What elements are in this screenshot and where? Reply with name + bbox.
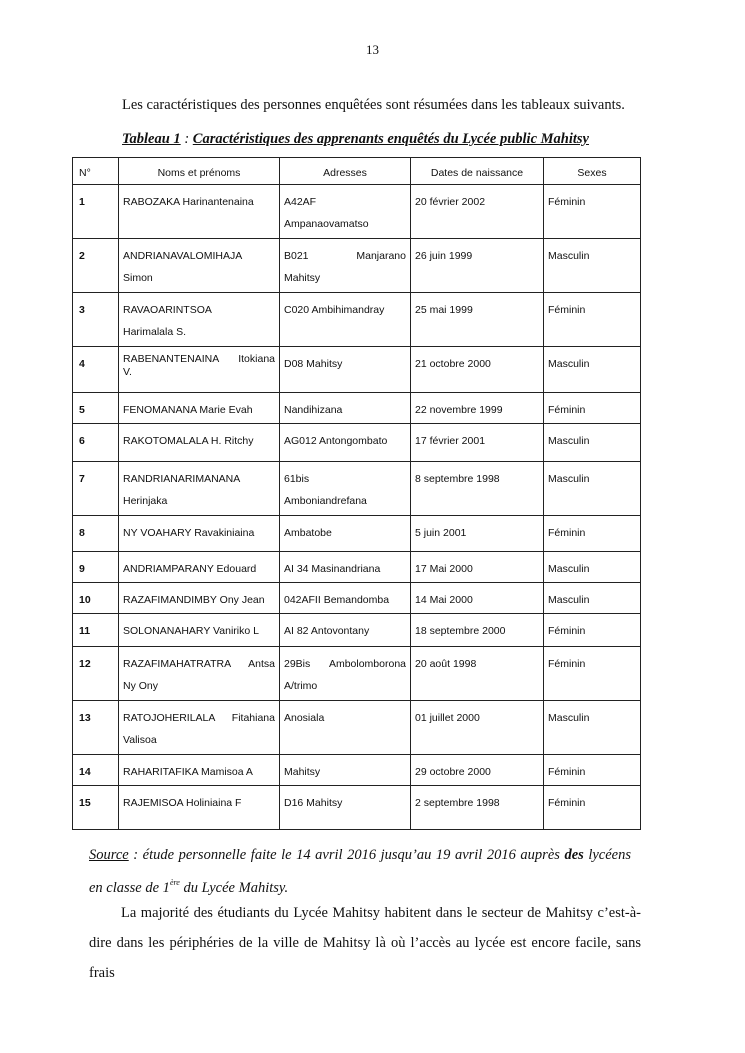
name-line-2: Simon xyxy=(123,272,153,284)
row-sex: Masculin xyxy=(544,239,641,293)
row-name xyxy=(119,647,280,701)
row-birthdate: 8 septembre 1998 xyxy=(411,462,544,516)
source-bold-word: des xyxy=(564,847,584,863)
row-name xyxy=(119,239,280,293)
table-row xyxy=(73,185,641,239)
row-sex: Féminin xyxy=(544,755,641,786)
address-part: B021 xyxy=(284,250,309,262)
name-line-2: Valisoa xyxy=(123,734,157,746)
row-number: 9 xyxy=(73,552,119,583)
source-text: du Lycée Mahitsy. xyxy=(179,880,289,896)
table-row xyxy=(73,239,641,293)
row-name: NY VOAHARY Ravakiniaina xyxy=(119,516,280,552)
row-number: 15 xyxy=(73,786,119,830)
row-number: 10 xyxy=(73,583,119,614)
address-part: 29Bis xyxy=(284,658,311,670)
table-row xyxy=(73,786,641,830)
row-name xyxy=(119,185,280,239)
row-birthdate: 20 février 2002 xyxy=(411,185,544,239)
row-address xyxy=(280,647,411,701)
table-row xyxy=(73,552,641,583)
row-birthdate: 22 novembre 1999 xyxy=(411,393,544,424)
row-name: RAZAFIMANDIMBY Ony Jean xyxy=(119,583,280,614)
name-line-2: Harimalala S. xyxy=(123,326,187,338)
row-address: Ambatobe xyxy=(280,516,411,552)
row-name xyxy=(119,293,280,347)
row-address: Mahitsy xyxy=(280,755,411,786)
row-name: FENOMANANA Marie Evah xyxy=(119,393,280,424)
table-row xyxy=(73,516,641,552)
row-birthdate: 26 juin 1999 xyxy=(411,239,544,293)
row-name: SOLONANAHARY Vaniriko L xyxy=(119,614,280,647)
address-line-2: A/trimo xyxy=(284,680,318,692)
row-birthdate: 20 août 1998 xyxy=(411,647,544,701)
intro-sentence: Les caractéristiques des personnes enquêtées sont résumées dans les tableaux suivants. xyxy=(122,97,625,113)
row-name xyxy=(119,462,280,516)
table-row xyxy=(73,701,641,755)
page-number: 13 xyxy=(366,42,379,57)
row-birthdate: 2 septembre 1998 xyxy=(411,786,544,830)
row-birthdate: 25 mai 1999 xyxy=(411,293,544,347)
source-text: lycéens en classe de 1 xyxy=(89,847,632,896)
row-sex: Féminin xyxy=(544,786,641,830)
row-number: 5 xyxy=(73,393,119,424)
table-row xyxy=(73,755,641,786)
row-sex: Masculin xyxy=(544,583,641,614)
row-number: 7 xyxy=(73,462,119,516)
name-part: Itokiana xyxy=(238,353,275,365)
row-sex: Féminin xyxy=(544,614,641,647)
address-line-2: Ampanaovamatso xyxy=(284,218,369,230)
row-number: 14 xyxy=(73,755,119,786)
source-label: Source xyxy=(89,847,129,863)
row-address: 042AFII Bemandomba xyxy=(280,583,411,614)
row-address: AI 82 Antovontany xyxy=(280,614,411,647)
address-line-1: C020 Ambihimandray xyxy=(284,304,385,316)
name-line-1: RANDRIANARIMANANA xyxy=(123,473,241,485)
row-sex: Masculin xyxy=(544,701,641,755)
table-row xyxy=(73,583,641,614)
name-line-2: Ny Ony xyxy=(123,680,159,692)
row-sex: Masculin xyxy=(544,552,641,583)
address-line-1 xyxy=(284,653,406,675)
row-address xyxy=(280,185,411,239)
caption-label: Tableau 1 xyxy=(122,131,181,147)
respondents-table xyxy=(72,157,641,830)
table-row xyxy=(73,393,641,424)
row-number: 12 xyxy=(73,647,119,701)
row-sex: Féminin xyxy=(544,516,641,552)
row-name: RAHARITAFIKA Mamisoa A xyxy=(119,755,280,786)
table-row xyxy=(73,647,641,701)
row-name xyxy=(119,347,280,393)
table-row xyxy=(73,424,641,462)
source-text: : étude personnelle faite le 14 avril 2016 jusqu’au 19 avril 2016 auprès xyxy=(128,847,565,863)
row-address: D08 Mahitsy xyxy=(280,347,411,393)
header-sex: Sexes xyxy=(544,158,641,185)
row-number: 3 xyxy=(73,293,119,347)
row-birthdate: 01 juillet 2000 xyxy=(411,701,544,755)
address-line-2: Amboniandrefana xyxy=(284,495,367,507)
row-sex: Masculin xyxy=(544,347,641,393)
caption-title: Caractéristiques des apprenants enquêtés du Lycée public Mahitsy xyxy=(192,131,589,147)
name-line-1 xyxy=(123,707,275,729)
header-address: Adresses xyxy=(280,158,411,185)
body-paragraph: La majorité des étudiants du Lycée Mahitsy habitent dans le secteur de Mahitsy c’est-à-dire dans les périphéries de la ville de Mahitsy là où l’accès au lycée est encore facile, sans frais xyxy=(89,905,641,981)
header-birthdate: Dates de naissance xyxy=(411,158,544,185)
table-caption xyxy=(122,131,589,148)
address-line-2: Mahitsy xyxy=(284,272,321,284)
row-sex: Masculin xyxy=(544,424,641,462)
name-line-2: V. xyxy=(123,366,132,378)
name-line-1 xyxy=(123,353,275,366)
row-sex: Féminin xyxy=(544,393,641,424)
row-sex: Féminin xyxy=(544,185,641,239)
table-header-row xyxy=(73,158,641,185)
row-address: Nandihizana xyxy=(280,393,411,424)
name-line-1: ANDRIANAVALOMIHAJA xyxy=(123,250,243,262)
row-address: AG012 Antongombato xyxy=(280,424,411,462)
name-part: RATOJOHERILALA xyxy=(123,712,216,724)
row-birthdate: 5 juin 2001 xyxy=(411,516,544,552)
row-sex: Féminin xyxy=(544,647,641,701)
row-number: 11 xyxy=(73,614,119,647)
caption-separator: : xyxy=(180,131,193,147)
name-line: RABOZAKA Harinantenaina xyxy=(123,196,254,208)
source-superscript: ère xyxy=(169,878,180,887)
table-row xyxy=(73,293,641,347)
row-birthdate: 18 septembre 2000 xyxy=(411,614,544,647)
name-part: Fitahiana xyxy=(231,712,275,724)
name-part: Antsa xyxy=(248,658,275,670)
row-sex: Féminin xyxy=(544,293,641,347)
row-address xyxy=(280,239,411,293)
row-birthdate: 17 février 2001 xyxy=(411,424,544,462)
row-number: 8 xyxy=(73,516,119,552)
table-row xyxy=(73,462,641,516)
row-number: 2 xyxy=(73,239,119,293)
row-name: ANDRIAMPARANY Edouard xyxy=(119,552,280,583)
header-name: Noms et prénoms xyxy=(119,158,280,185)
row-birthdate: 29 octobre 2000 xyxy=(411,755,544,786)
row-number: 4 xyxy=(73,347,119,393)
row-sex: Masculin xyxy=(544,462,641,516)
table-row xyxy=(73,614,641,647)
row-address: Anosiala xyxy=(280,701,411,755)
name-line-1: RAVAOARINTSOA xyxy=(123,304,212,316)
address-line-1: 61bis xyxy=(284,473,310,485)
row-number: 13 xyxy=(73,701,119,755)
row-address: AI 34 Masinandriana xyxy=(280,552,411,583)
header-number: N° xyxy=(73,158,119,185)
row-birthdate: 14 Mai 2000 xyxy=(411,583,544,614)
table-row xyxy=(73,347,641,393)
row-name xyxy=(119,701,280,755)
address-part: Manjarano xyxy=(356,250,406,262)
row-birthdate: 21 octobre 2000 xyxy=(411,347,544,393)
row-address: D16 Mahitsy xyxy=(280,786,411,830)
name-line-2: Herinjaka xyxy=(123,495,168,507)
address-part: Ambolomborona xyxy=(328,658,406,670)
row-name: RAJEMISOA Holiniaina F xyxy=(119,786,280,830)
row-number: 6 xyxy=(73,424,119,462)
table-source-note xyxy=(89,842,631,902)
row-number: 1 xyxy=(73,185,119,239)
name-part: RABENANTENAINA xyxy=(123,353,220,365)
row-name: RAKOTOMALALA H. Ritchy xyxy=(119,424,280,462)
row-address xyxy=(280,462,411,516)
name-part: RAZAFIMAHATRATRA xyxy=(123,658,232,670)
row-address xyxy=(280,293,411,347)
row-birthdate: 17 Mai 2000 xyxy=(411,552,544,583)
address-line-1 xyxy=(284,245,406,267)
name-line-1 xyxy=(123,653,275,675)
address-line-1: A42AF xyxy=(284,196,317,208)
